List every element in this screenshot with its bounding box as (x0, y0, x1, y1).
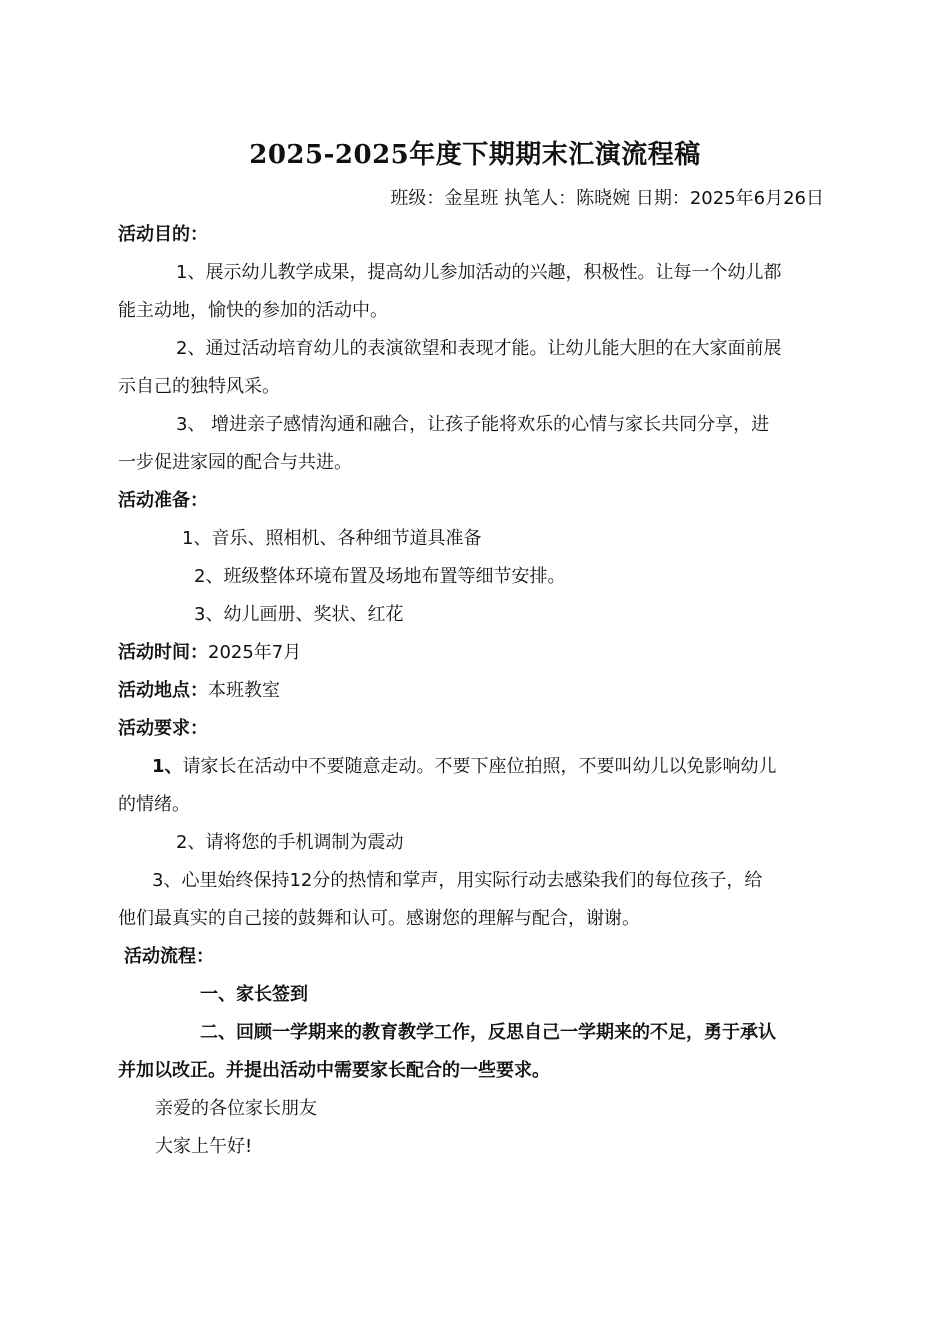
prep-item-3: 3、幼儿画册、奖状、红花 (194, 604, 404, 625)
req-item-1-text: 请家长在活动中不要随意走动。不要下座位拍照，不要叫幼儿以免影响幼儿 (182, 756, 777, 777)
place-value: 本班教室 (208, 680, 280, 701)
flow-step-2-cont: 并加以改正。并提出活动中需要家长配合的一些要求。 (118, 1060, 550, 1081)
flow-heading: 活动流程： (124, 946, 214, 967)
document-title: 2025-2025年度下期期末汇演流程稿 (249, 140, 701, 170)
flow-step-1: 一、家长签到 (200, 984, 308, 1005)
req-heading: 活动要求： (118, 718, 208, 739)
flow-step-2: 二、回顾一学期来的教育教学工作，反思自己一学期来的不足，勇于承认 (200, 1022, 776, 1043)
purpose-item-1-cont: 能主动地，愉快的参加的活动中。 (118, 300, 388, 321)
greeting-line-2: 大家上午好! (155, 1136, 253, 1157)
req-item-1-number: 1、 (152, 756, 183, 777)
time-value: 2025年7月 (208, 642, 302, 663)
time-line (118, 640, 828, 666)
req-item-1-cont: 的情绪。 (118, 794, 190, 815)
req-item-2: 2、请将您的手机调制为震动 (176, 832, 404, 853)
place-line (118, 678, 828, 704)
purpose-item-1: 1、展示幼儿教学成果，提高幼儿参加活动的兴趣，积极性。让每一个幼儿都 (176, 262, 782, 283)
place-label: 活动地点： (118, 680, 208, 701)
req-item-1 (152, 754, 862, 780)
req-item-3: 3、心里始终保持12分的热情和掌声，用实际行动去感染我们的每位孩子，给 (152, 870, 763, 891)
prep-heading: 活动准备： (118, 490, 208, 511)
prep-item-1: 1、音乐、照相机、各种细节道具准备 (182, 528, 482, 549)
greeting-line-1: 亲爱的各位家长朋友 (155, 1098, 317, 1119)
purpose-item-2-cont: 示自己的独特风采。 (118, 376, 280, 397)
purpose-item-2: 2、通过活动培育幼儿的表演欲望和表现才能。让幼儿能大胆的在大家面前展 (176, 338, 782, 359)
prep-item-2: 2、班级整体环境布置及场地布置等细节安排。 (194, 566, 566, 587)
purpose-item-3-cont: 一步促进家园的配合与共进。 (118, 452, 352, 473)
req-item-3-cont: 他们最真实的自己接的鼓舞和认可。感谢您的理解与配合，谢谢。 (118, 908, 640, 929)
time-label: 活动时间： (118, 642, 208, 663)
document-meta: 班级：金星班 执笔人：陈晓婉 日期：2025年6月26日 (390, 188, 824, 209)
purpose-heading: 活动目的： (118, 224, 208, 245)
purpose-item-3: 3、 增进亲子感情沟通和融合，让孩子能将欢乐的心情与家长共同分享，进 (176, 414, 770, 435)
